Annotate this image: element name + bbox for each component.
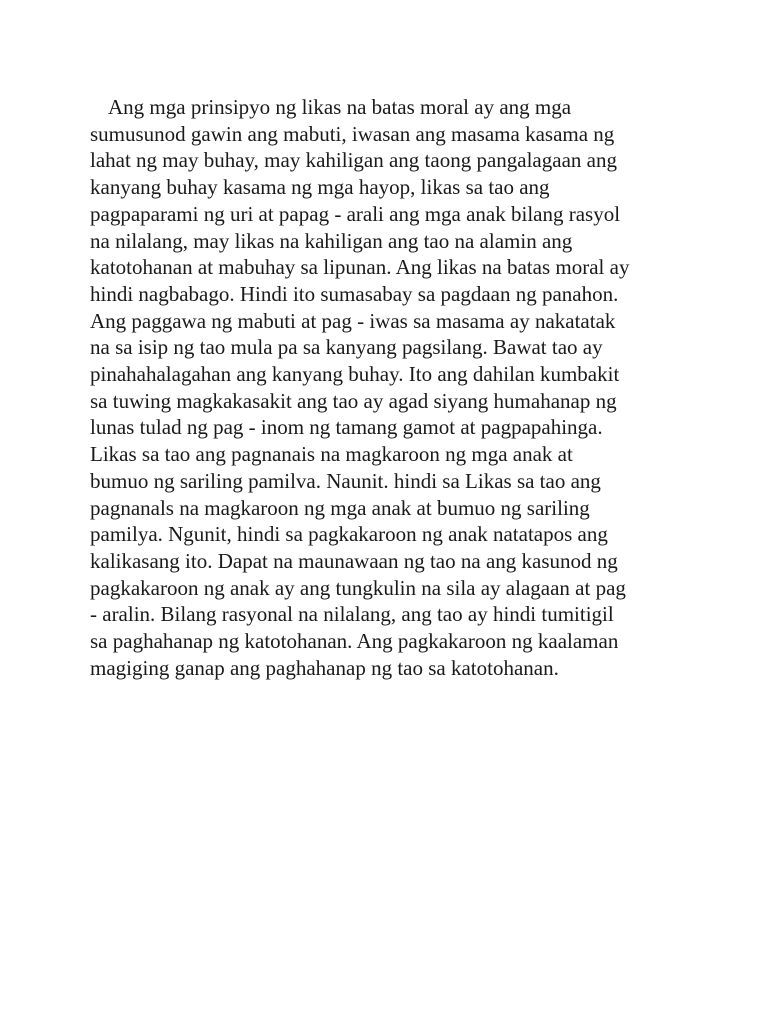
paragraph-line: kalikasang ito. Dapat na maunawaan ng tao na ang kasunod ng xyxy=(90,548,618,573)
paragraph-line: pamilya. Ngunit, hindi sa pagkakaroon ng anak natatapos ang xyxy=(90,522,608,547)
body-paragraph xyxy=(90,94,730,681)
paragraph-line: hindi nagbabago. Hindi ito sumasabay sa pagdaan ng panahon. xyxy=(90,281,619,306)
paragraph-line: pagpaparami ng uri at papag - arali ang mga anak bilang rasyol xyxy=(90,201,621,226)
paragraph-line: na nilalang, may likas na kahiligan ang tao na alamin ang xyxy=(90,228,573,253)
paragraph-line: sa tuwing magkakasakit ang tao ay agad siyang humahanap ng xyxy=(90,388,617,413)
paragraph-line: pagkakaroon ng anak ay ang tungkulin na sila ay alagaan at pag xyxy=(90,575,626,600)
paragraph-line: sa paghahanap ng katotohanan. Ang pagkakaroon ng kaalaman xyxy=(90,629,619,654)
paragraph-line: sumusunod gawin ang mabuti, iwasan ang masama kasama ng xyxy=(90,121,615,146)
paragraph-line: pagnanals na magkaroon ng mga anak at bumuo ng sariling xyxy=(90,495,590,520)
paragraph-line: na sa isip ng tao mula pa sa kanyang pagsilang. Bawat tao ay xyxy=(90,335,603,360)
paragraph-line: - aralin. Bilang rasyonal na nilalang, ang tao ay hindi tumitigil xyxy=(90,602,614,627)
paragraph-line: bumuo ng sariling pamilva. Naunit. hindi sa Likas sa tao ang xyxy=(90,468,601,493)
paragraph-line: katotohanan at mabuhay sa lipunan. Ang likas na batas moral ay xyxy=(90,255,630,280)
paragraph-line: lunas tulad ng pag - inom ng tamang gamot at pagpapahinga. xyxy=(90,415,603,440)
paragraph-line: Ang paggawa ng mabuti at pag - iwas sa masama ay nakatatak xyxy=(90,308,616,333)
paragraph-line: magiging ganap ang paghahanap ng tao sa katotohanan. xyxy=(90,655,559,680)
paragraph-line: pinahahalagahan ang kanyang buhay. Ito ang dahilan kumbakit xyxy=(90,362,620,387)
paragraph-line: Likas sa tao ang pagnanais na magkaroon ng mga anak at xyxy=(90,442,573,467)
paragraph-line: kanyang buhay kasama ng mga hayop, likas sa tao ang xyxy=(90,175,550,200)
paragraph-line: lahat ng may buhay, may kahiligan ang taong pangalagaan ang xyxy=(90,148,617,173)
paragraph-line: Ang mga prinsipyo ng likas na batas moral ay ang mga xyxy=(108,95,572,119)
